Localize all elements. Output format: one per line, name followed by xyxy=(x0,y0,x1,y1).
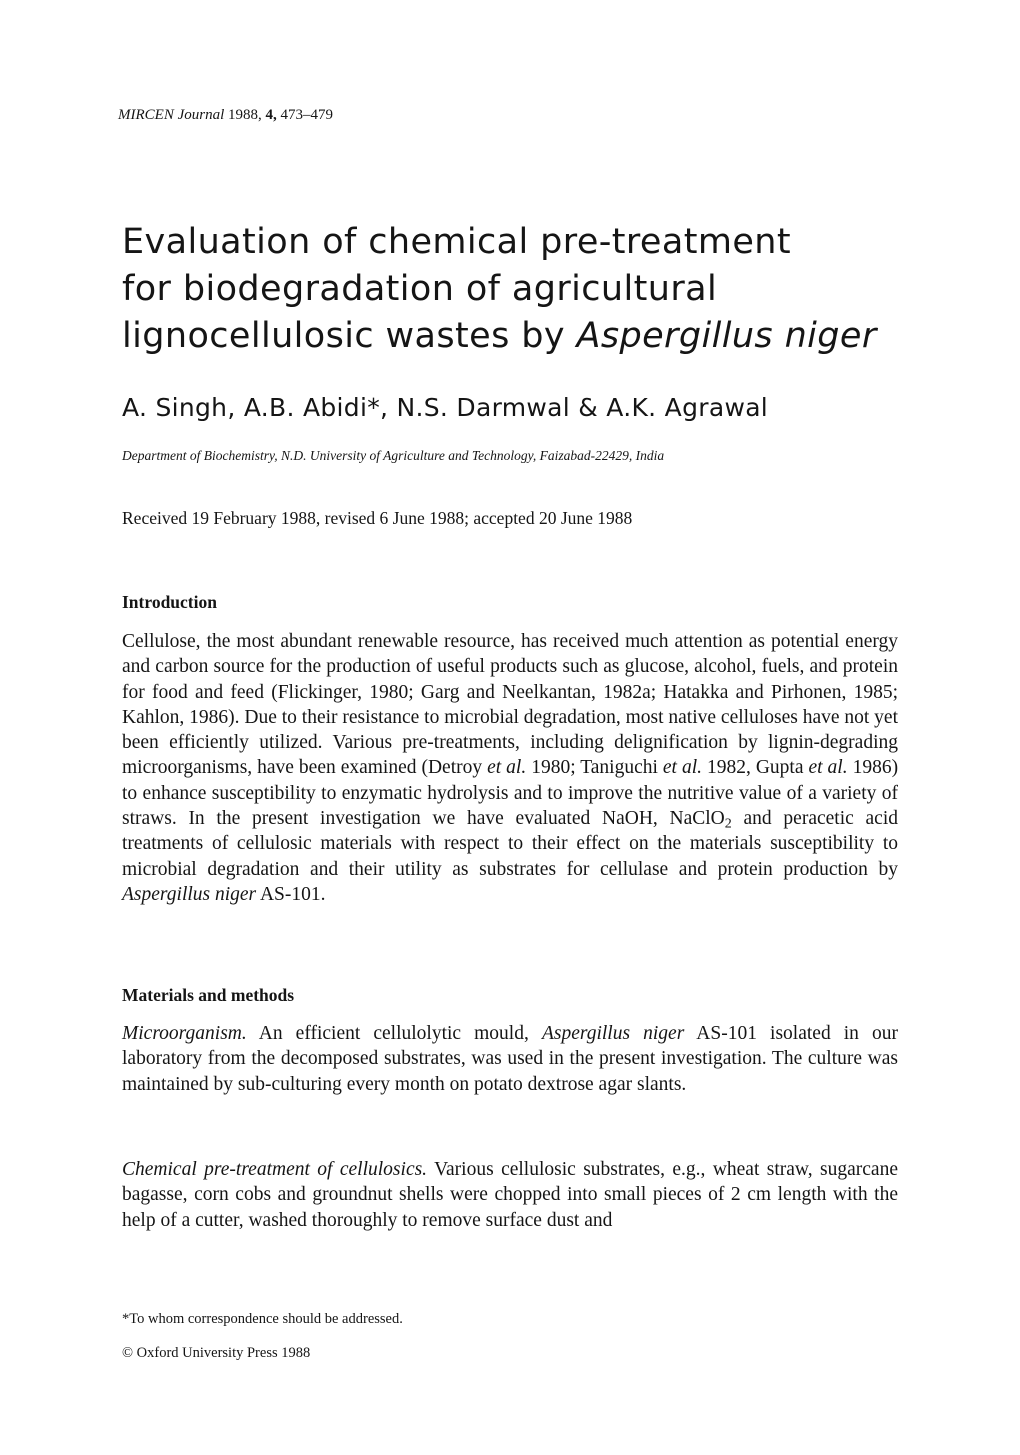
intro-species: Aspergillus niger xyxy=(122,883,257,905)
correspondence-footnote: *To whom correspondence should be addressed. xyxy=(122,1311,403,1327)
intro-etal-1: et al. xyxy=(487,757,527,779)
journal-citation xyxy=(118,107,333,124)
chemical-text: Various cellulosic substrates, e.g., wheat straw, sugarcane bagasse, corn cobs and groundnut shells were chopped into small pieces of 2 cm length with the help of a cutter, washed thoroughly to remove surface dust and xyxy=(122,1159,898,1231)
microorganism-text-1: An efficient cellulolytic mould, xyxy=(258,1023,529,1044)
journal-year: 1988, xyxy=(228,107,262,123)
chemical-pretreatment-paragraph xyxy=(122,1157,898,1233)
copyright-notice: © Oxford University Press 1988 xyxy=(122,1345,311,1361)
microorganism-species: Aspergillus niger xyxy=(541,1023,685,1044)
journal-name: MIRCEN Journal xyxy=(118,107,225,123)
intro-etal-2: et al. xyxy=(662,757,702,779)
journal-pages: 473–479 xyxy=(280,107,333,123)
microorganism-label: Microorganism. xyxy=(122,1023,247,1044)
article-title xyxy=(122,219,982,360)
microorganism-text-2: AS-101 isolated in our laboratory from the decomposed substrates, was used in the present investigation. The culture was maintained by sub-culturing every month on potato dextrose agar slants. xyxy=(122,1023,898,1095)
title-line-2: for biodegradation of agricultural xyxy=(122,269,718,309)
methods-heading: Materials and methods xyxy=(122,985,295,1005)
title-line-3-prefix: lignocellulosic wastes by xyxy=(122,316,565,356)
intro-text-1: Cellulose, the most abundant renewable resource, has received much attention as potential energy and carbon source for the production of useful products such as glucose, alcohol, fuels, and protein for food and feed (Flickinger, 1980; Garg and Neelkantan, 1982a; Hatakka and Pirhonen, 1985; Kahlon, 1986). Due to their resistance to microbial degradation, most native celluloses have not yet been efficiently utilized. Various pre-treatments, including delignification by lignin-degrading microorganisms, have been examined (Detroy xyxy=(122,631,898,779)
affiliation: Department of Biochemistry, N.D. University of Agriculture and Technology, Faizabad-22429, India xyxy=(122,448,665,463)
intro-text-4: 1986) to enhance susceptibility to enzymatic hydrolysis and to improve the nutritive value of a variety of straws. In the present investigation we have evaluated NaOH, NaClO xyxy=(122,757,899,830)
intro-text-5: and peracetic acid treatments of cellulosic materials with respect to their effect on the materials susceptibility to microbial degradation and their utility as substrates for cellulase and protein production by xyxy=(122,808,899,880)
title-species: Aspergillus niger xyxy=(576,316,877,356)
intro-text-6: AS-101. xyxy=(259,883,326,905)
microorganism-paragraph xyxy=(122,1021,898,1097)
intro-text-2: 1980; Taniguchi xyxy=(531,757,658,779)
author-list: A. Singh, A.B. Abidi*, N.S. Darmwal & A.K. Agrawal xyxy=(122,393,769,422)
introduction-heading: Introduction xyxy=(122,592,217,612)
intro-etal-3: et al. xyxy=(808,757,848,779)
chemical-label: Chemical pre-treatment of cellulosics. xyxy=(122,1159,428,1180)
intro-text-3: 1982, Gupta xyxy=(706,757,804,779)
journal-volume: 4, xyxy=(265,107,277,123)
received-dates: Received 19 February 1988, revised 6 June 1988; accepted 20 June 1988 xyxy=(122,508,633,528)
introduction-paragraph xyxy=(122,629,898,907)
title-line-1: Evaluation of chemical pre-treatment xyxy=(122,222,791,262)
title-line-3 xyxy=(122,313,982,360)
intro-subscript: 2 xyxy=(724,815,732,832)
